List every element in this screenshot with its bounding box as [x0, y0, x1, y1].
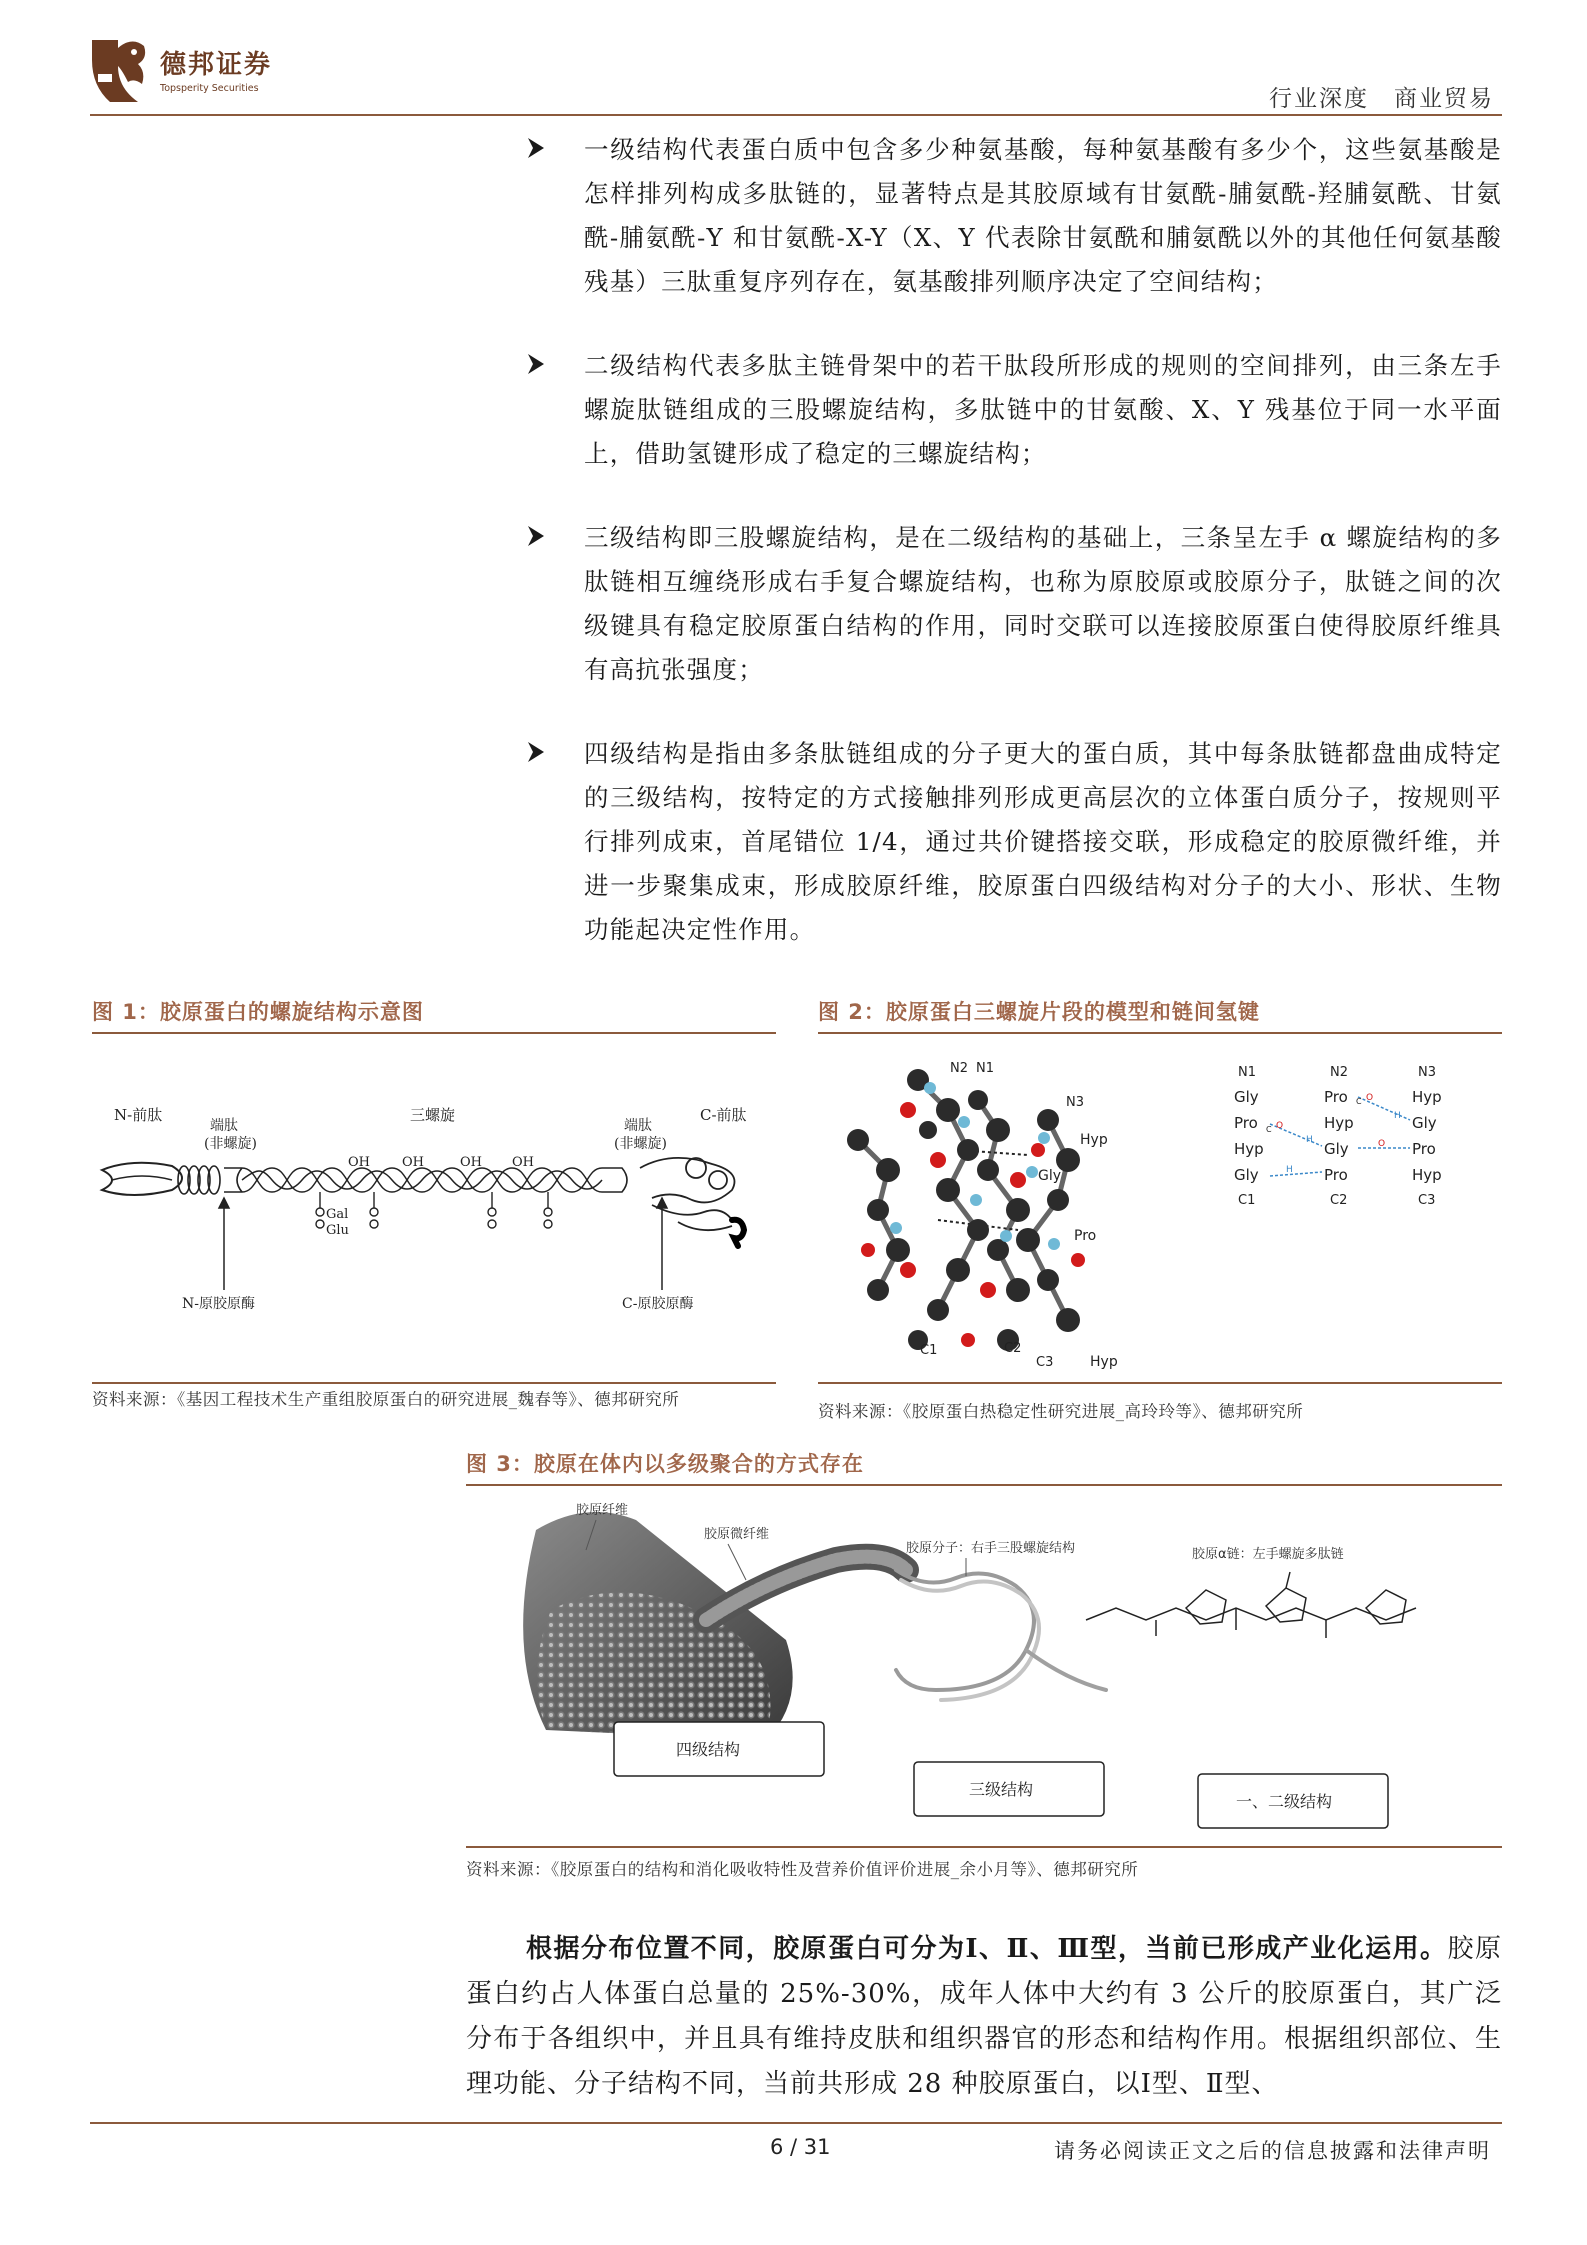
fig2-bond-c: C — [1266, 1125, 1272, 1134]
fig2-molecular-model — [847, 1069, 1085, 1351]
fig2-hbond-grid — [1234, 1065, 1442, 1208]
figure1-bottom-rule — [92, 1382, 776, 1384]
body-paragraph — [466, 1927, 1502, 2107]
fig1-label-glu: Glu — [326, 1223, 349, 1238]
fig2-grid-footer: C2 — [1330, 1193, 1348, 1208]
figure3-source: 资料来源：《胶原蛋白的结构和消化吸收特性及营养价值评价进展_余小月等》、德邦研究所 — [466, 1860, 1139, 1879]
fig1-label-end2: 端肽 — [624, 1118, 652, 1134]
fig2-grid-footer: C1 — [1238, 1193, 1256, 1208]
fig1-label-c-pro: C-前肽 — [700, 1106, 747, 1124]
footer-divider — [90, 2122, 1502, 2124]
bullet-text-quaternary-structure: 四级结构是指由多条肽链组成的分子更大的蛋白质，其中每条肽链都盘曲成特定的三级结构，按特定的方式接触排列形成更高层次的立体蛋白质分子，按规则平行排列成束，首尾错位 1/4，通过共价键搭接交联，形成稳定的胶原微纤维，并进一步聚集成束，形成胶原纤维，胶原蛋白四级结构对分子的大小、形状、生物功能起决定性作用。 — [584, 739, 1502, 944]
figure2-source: 资料来源：《胶原蛋白热稳定性研究进展_高玲玲等》、德邦研究所 — [818, 1402, 1304, 1421]
paragraph-lead-sentence: 根据分布位置不同，胶原蛋白可分为Ⅰ、Ⅱ、Ⅲ型，当前已形成产业化运用。 — [526, 1934, 1448, 1964]
fig1-left-coil — [178, 1166, 220, 1194]
fig3-label-alpha-chain: 胶原α链：左手螺旋多肽链 — [1192, 1547, 1344, 1562]
list-item — [518, 128, 1502, 304]
fig2-grid-cell: Pro — [1234, 1114, 1258, 1132]
fig1-label-oh: OH — [402, 1155, 424, 1170]
fig1-label-n-pro: N-前肽 — [114, 1106, 163, 1124]
fig1-label-oh: OH — [348, 1155, 370, 1170]
fig2-bond-c: C — [1356, 1097, 1362, 1106]
report-category: 行业深度 商业贸易 — [1269, 86, 1494, 112]
paragraph-body: 胶原蛋白约占人体蛋白总量的 25%-30%，成年人体中大约有 3 公斤的胶原蛋白，其广泛分布于各组织中，并且具有维持皮肤和组织器官的形态和结构作用。根据组织部位、生理功能、分子结构不同，当前共形成 28 种胶原蛋白，以Ⅰ型、Ⅱ型、 — [466, 1934, 1502, 2099]
fig2-model-label: N3 — [1066, 1095, 1084, 1110]
fig1-triple-helix — [242, 1168, 602, 1192]
list-item — [518, 344, 1502, 476]
fig2-model-label: N1 — [976, 1061, 994, 1076]
structure-bullet-list — [518, 128, 1502, 992]
fig1-cleavage-arrows — [219, 1198, 667, 1290]
fig2-grid-cell: Hyp — [1324, 1114, 1354, 1132]
figure3-top-rule — [466, 1484, 1502, 1486]
fig3-label-quaternary: 四级结构 — [676, 1740, 741, 1759]
arrow-bullet-icon — [526, 741, 546, 763]
fig2-grid-cell: Gly — [1234, 1166, 1259, 1184]
fig2-model-label: Hyp — [1080, 1132, 1108, 1148]
figure1-title: 图 1：胶原蛋白的螺旋结构示意图 — [92, 1000, 424, 1024]
fig1-glycosylation — [316, 1192, 552, 1228]
figure2-top-rule — [818, 1032, 1502, 1034]
figure3-hierarchy-illustration — [466, 1490, 1502, 1842]
fig1-label-c-enzyme: C-原胶原酶 — [622, 1296, 694, 1312]
fig2-grid-cell: Gly — [1412, 1114, 1437, 1132]
fig1-c-propeptide — [640, 1158, 735, 1230]
fig2-grid-header: N1 — [1238, 1065, 1256, 1080]
fig1-label-end1-sub: (非螺旋) — [204, 1136, 257, 1152]
fig1-label-oh: OH — [460, 1155, 482, 1170]
figure3-bottom-rule — [466, 1846, 1502, 1848]
fig2-grid-header: N2 — [1330, 1065, 1348, 1080]
fig1-label-gal: Gal — [326, 1207, 349, 1222]
fig2-grid-cell: Hyp — [1412, 1088, 1442, 1106]
fig2-grid-cell: Pro — [1412, 1140, 1436, 1158]
fig2-grid-header: N3 — [1418, 1065, 1436, 1080]
fig3-level-boxes — [614, 1722, 1388, 1828]
fig2-bond-h: H — [1286, 1165, 1293, 1175]
fig1-label-oh: OH — [512, 1155, 534, 1170]
fig2-model-label: N2 — [950, 1061, 968, 1076]
fig2-grid-footer: C3 — [1418, 1193, 1436, 1208]
bullet-text-tertiary-structure: 三级结构即三股螺旋结构，是在二级结构的基础上，三条呈左手 α 螺旋结构的多肽链相互缠绕形成右手复合螺旋结构，也称为原胶原或胶原分子，肽链之间的次级键具有稳定胶原蛋白结构的作用，同时交联可以连接胶原蛋白使得胶原纤维具有高抗张强度； — [584, 523, 1502, 684]
fig2-bond-h: H — [1306, 1135, 1313, 1145]
fig3-label-fiber: 胶原纤维 — [576, 1503, 629, 1518]
fig3-collagen-fiber — [523, 1512, 906, 1740]
fig3-alpha-chain-structure — [1086, 1572, 1416, 1638]
footer-disclaimer: 请务必阅读正文之后的信息披露和法律声明 — [1054, 2139, 1491, 2163]
fig2-model-label: Gly — [1038, 1168, 1062, 1184]
page-number: 6 / 31 — [770, 2135, 831, 2159]
arrow-bullet-icon — [526, 353, 546, 375]
fig2-model-label: C3 — [1036, 1355, 1054, 1370]
brand-logo — [88, 30, 272, 108]
figure2-bottom-rule — [818, 1382, 1502, 1384]
fig1-label-end1: 端肽 — [210, 1118, 238, 1134]
fig2-grid-cell: Gly — [1234, 1088, 1259, 1106]
fig3-triple-helix-molecule — [896, 1570, 1106, 1700]
list-item — [518, 516, 1502, 692]
fig2-grid-cell: Pro — [1324, 1088, 1348, 1106]
figure1-top-rule — [92, 1032, 776, 1034]
arrow-bullet-icon — [526, 137, 546, 159]
fig2-model-label: Pro — [1074, 1228, 1097, 1244]
list-item — [518, 732, 1502, 952]
fig2-model-label: Hyp — [1090, 1354, 1118, 1370]
fig2-grid-cell: Hyp — [1234, 1140, 1264, 1158]
bullet-text-primary-structure: 一级结构代表蛋白质中包含多少种氨基酸，每种氨基酸有多少个，这些氨基酸是怎样排列构成多肽链的，显著特点是其胶原域有甘氨酰-脯氨酰-羟脯氨酰、甘氨酰-脯氨酰-Y 和甘氨酰-X-Y（X、Y 代表除甘氨酰和脯氨酰以外的其他任何氨基酸残基）三肽重复序列存在，氨基酸排列顺序决定了空间结构； — [584, 135, 1502, 296]
brand-logo-icon — [88, 30, 150, 108]
page-header — [0, 0, 1587, 120]
fig1-label-end2-sub: (非螺旋) — [614, 1136, 667, 1152]
fig2-grid-cell: Gly — [1324, 1140, 1349, 1158]
fig3-label-molecule: 胶原分子：右手三股螺旋结构 — [906, 1541, 1076, 1556]
fig3-label-tertiary: 三级结构 — [969, 1780, 1034, 1799]
fig1-label-triple: 三螺旋 — [410, 1106, 456, 1124]
fig2-grid-cell: Pro — [1324, 1166, 1348, 1184]
fig3-label-primary-secondary: 一、二级结构 — [1236, 1792, 1333, 1811]
fig2-model-label: C1 — [920, 1343, 938, 1358]
brand-name: 德邦证券 — [160, 50, 273, 80]
fig2-bond-o: O — [1276, 1121, 1284, 1131]
figure1-helix-diagram — [92, 1040, 776, 1380]
brand-name-en: Topsperity Securities — [160, 83, 259, 94]
figure3-title: 图 3：胶原在体内以多级聚合的方式存在 — [466, 1452, 864, 1476]
header-divider — [90, 114, 1502, 116]
fig2-model-label: C2 — [1004, 1341, 1022, 1356]
fig2-grid-cell: Hyp — [1412, 1166, 1442, 1184]
fig2-bond-o: O — [1366, 1093, 1374, 1103]
bullet-text-secondary-structure: 二级结构代表多肽主链骨架中的若干肽段所形成的规则的空间排列，由三条左手螺旋肽链组成的三股螺旋结构，多肽链中的甘氨酸、X、Y 残基位于同一水平面上，借助氢键形成了稳定的三螺旋结构； — [584, 351, 1502, 468]
figure1-source: 资料来源：《基因工程技术生产重组胶原蛋白的研究进展_魏春等》、德邦研究所 — [92, 1390, 680, 1409]
fig3-label-microfiber: 胶原微纤维 — [704, 1527, 770, 1542]
fig2-bond-o: O — [1378, 1139, 1386, 1149]
figure2-title: 图 2：胶原蛋白三螺旋片段的模型和链间氢键 — [818, 1000, 1260, 1024]
figure2-helix-model — [818, 1040, 1502, 1380]
fig2-bond-h: H — [1394, 1111, 1401, 1121]
arrow-bullet-icon — [526, 525, 546, 547]
fig1-label-n-enzyme: N-原胶原酶 — [182, 1296, 255, 1312]
